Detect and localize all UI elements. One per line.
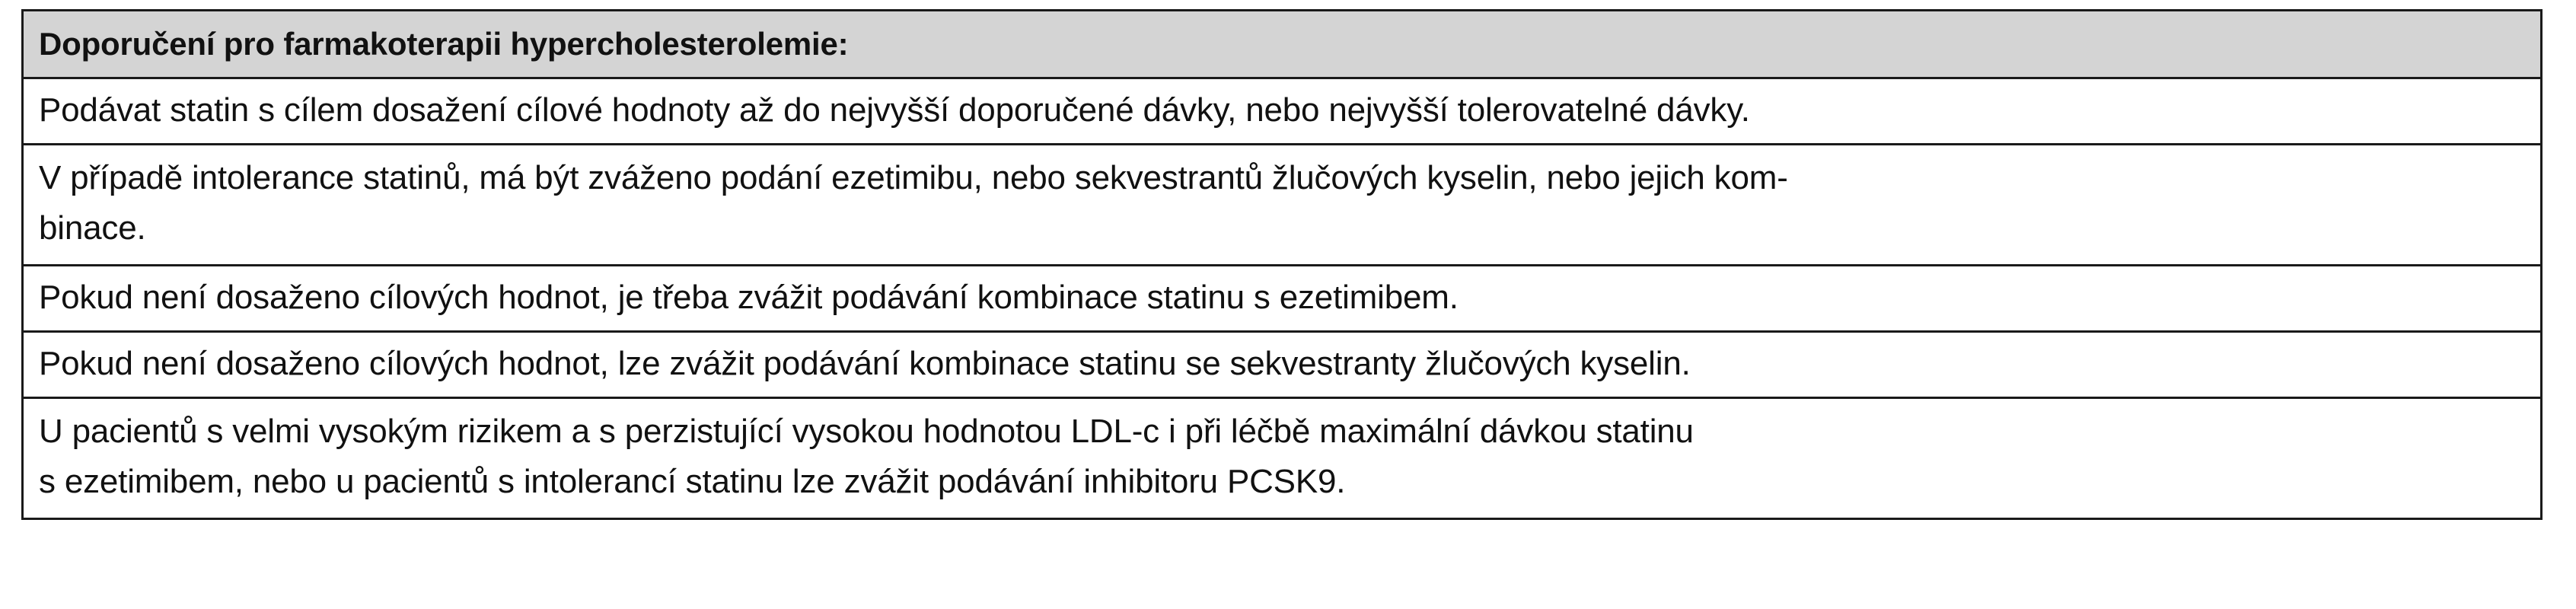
row-text-line: U pacientů s velmi vysokým rizikem a s perzistující vysokou hodnotou LDL-c i při léčbě maximální dávkou statinu (39, 413, 1694, 450)
table-row (24, 264, 2540, 330)
row-text-line: s ezetimibem, nebo u pacientů s intolerancí statinu lze zvážit podávání inhibitoru PCSK9. (39, 463, 1346, 500)
row-text-line: Pokud není dosaženo cílových hodnot, je třeba zvážit podávání kombinace statinu s ezetimibem. (39, 279, 1459, 316)
table-title: Doporučení pro farmakoterapii hypercholesterolemie: (39, 26, 849, 62)
table-row (24, 143, 2540, 264)
row-text-line: Pokud není dosaženo cílových hodnot, lze zvážit podávání kombinace statinu se sekvestranty žlučových kyselin. (39, 345, 1691, 382)
row-text-line: V případě intolerance statinů, má být zváženo podání ezetimibu, nebo sekvestrantů žlučových kyselin, nebo jejich kom- (39, 159, 1788, 196)
table-row (24, 330, 2540, 397)
table-row (24, 77, 2540, 143)
recommendations-table (21, 9, 2543, 520)
row-text-line: binace. (39, 209, 146, 247)
table-header (24, 11, 2540, 77)
row-text-line: Podávat statin s cílem dosažení cílové hodnoty až do nejvyšší doporučené dávky, nebo nejvyšší tolerovatelné dávky. (39, 91, 1750, 129)
table-row (24, 397, 2540, 518)
